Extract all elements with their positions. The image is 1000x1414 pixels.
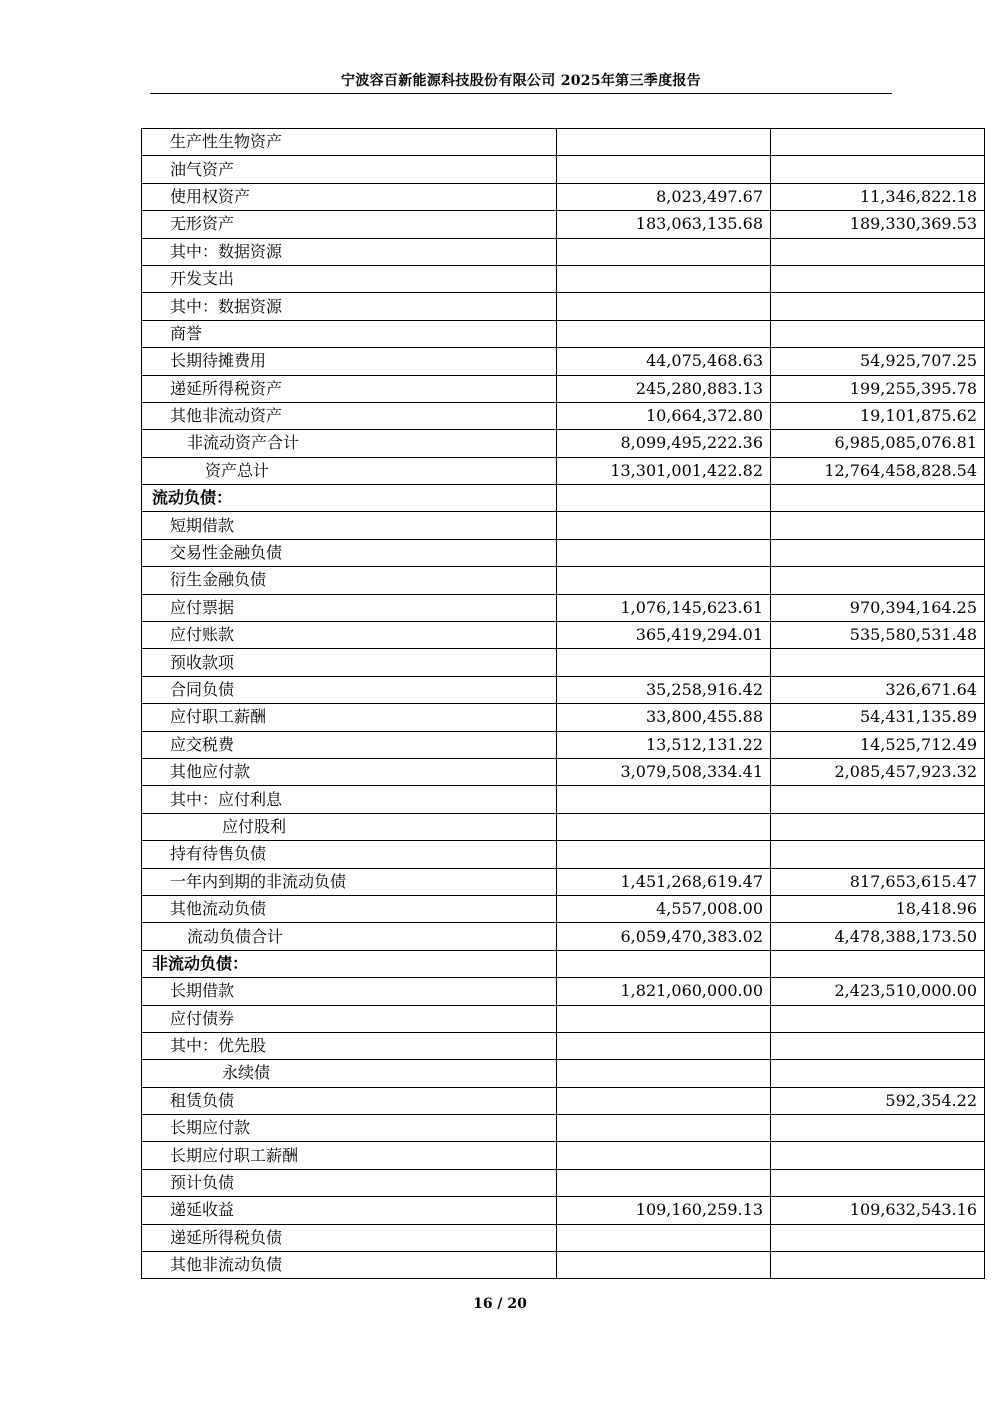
prior-period-value — [771, 265, 985, 292]
row-label: 油气资产 — [142, 156, 557, 183]
table-row — [142, 704, 985, 731]
prior-period-value — [771, 567, 985, 594]
period-end-value: 33,800,455.88 — [557, 704, 771, 731]
row-label: 其中：数据资源 — [142, 238, 557, 265]
period-end-value — [557, 238, 771, 265]
prior-period-value — [771, 950, 985, 977]
row-label: 其他非流动资产 — [142, 402, 557, 429]
prior-period-value: 4,478,388,173.50 — [771, 923, 985, 950]
period-end-value — [557, 485, 771, 512]
table-row — [142, 156, 985, 183]
row-label: 应付职工薪酬 — [142, 704, 557, 731]
table-row — [142, 1169, 985, 1196]
row-label: 应付票据 — [142, 594, 557, 621]
prior-period-value — [771, 1032, 985, 1059]
table-row — [142, 1005, 985, 1032]
table-row — [142, 293, 985, 320]
prior-period-value — [771, 539, 985, 566]
row-label: 流动负债合计 — [142, 923, 557, 950]
prior-period-value — [771, 1115, 985, 1142]
row-label: 永续债 — [142, 1060, 557, 1087]
table-row — [142, 348, 985, 375]
table-row — [142, 183, 985, 210]
table-row — [142, 950, 985, 977]
period-end-value — [557, 539, 771, 566]
prior-period-value: 535,580,531.48 — [771, 622, 985, 649]
prior-period-value — [771, 512, 985, 539]
period-end-value — [557, 786, 771, 813]
row-label: 资产总计 — [142, 457, 557, 484]
table-row — [142, 1032, 985, 1059]
table-row — [142, 457, 985, 484]
row-label: 其他非流动负债 — [142, 1252, 557, 1279]
prior-period-value — [771, 485, 985, 512]
prior-period-value — [771, 841, 985, 868]
prior-period-value — [771, 238, 985, 265]
period-end-value — [557, 1115, 771, 1142]
table-row — [142, 430, 985, 457]
period-end-value — [557, 1169, 771, 1196]
period-end-value — [557, 950, 771, 977]
section-heading: 非流动负债： — [142, 950, 557, 977]
prior-period-value: 817,653,615.47 — [771, 868, 985, 895]
prior-period-value: 189,330,369.53 — [771, 211, 985, 238]
prior-period-value — [771, 320, 985, 347]
table-row — [142, 895, 985, 922]
table-row — [142, 512, 985, 539]
prior-period-value: 6,985,085,076.81 — [771, 430, 985, 457]
period-end-value: 183,063,135.68 — [557, 211, 771, 238]
period-end-value — [557, 1224, 771, 1251]
prior-period-value — [771, 1060, 985, 1087]
period-end-value — [557, 512, 771, 539]
prior-period-value: 54,431,135.89 — [771, 704, 985, 731]
balance-sheet-body — [142, 129, 985, 1279]
table-row — [142, 841, 985, 868]
table-row — [142, 1224, 985, 1251]
prior-period-value — [771, 1169, 985, 1196]
table-row — [142, 649, 985, 676]
prior-period-value — [771, 649, 985, 676]
period-end-value — [557, 320, 771, 347]
period-end-value: 3,079,508,334.41 — [557, 758, 771, 785]
table-row — [142, 594, 985, 621]
table-row — [142, 238, 985, 265]
prior-period-value: 326,671.64 — [771, 676, 985, 703]
table-row — [142, 1060, 985, 1087]
table-row — [142, 1087, 985, 1114]
prior-period-value — [771, 1005, 985, 1032]
period-end-value: 44,075,468.63 — [557, 348, 771, 375]
table-row — [142, 1115, 985, 1142]
row-label: 递延收益 — [142, 1197, 557, 1224]
period-end-value — [557, 1032, 771, 1059]
row-label: 预收款项 — [142, 649, 557, 676]
row-label: 长期应付款 — [142, 1115, 557, 1142]
period-end-value: 10,664,372.80 — [557, 402, 771, 429]
period-end-value — [557, 649, 771, 676]
period-end-value — [557, 1252, 771, 1279]
period-end-value: 8,023,497.67 — [557, 183, 771, 210]
prior-period-value — [771, 813, 985, 840]
period-end-value — [557, 1142, 771, 1169]
table-row — [142, 402, 985, 429]
period-end-value: 1,076,145,623.61 — [557, 594, 771, 621]
period-end-value: 8,099,495,222.36 — [557, 430, 771, 457]
period-end-value: 6,059,470,383.02 — [557, 923, 771, 950]
table-row — [142, 676, 985, 703]
header-rule — [150, 93, 892, 94]
row-label: 商誉 — [142, 320, 557, 347]
period-end-value — [557, 1005, 771, 1032]
row-label: 开发支出 — [142, 265, 557, 292]
table-row — [142, 211, 985, 238]
row-label: 使用权资产 — [142, 183, 557, 210]
row-label: 持有待售负债 — [142, 841, 557, 868]
row-label: 长期待摊费用 — [142, 348, 557, 375]
table-row — [142, 265, 985, 292]
prior-period-value: 11,346,822.18 — [771, 183, 985, 210]
row-label: 长期借款 — [142, 978, 557, 1005]
row-label: 交易性金融负债 — [142, 539, 557, 566]
period-end-value: 365,419,294.01 — [557, 622, 771, 649]
period-end-value — [557, 567, 771, 594]
period-end-value — [557, 293, 771, 320]
table-row — [142, 375, 985, 402]
prior-period-value — [771, 293, 985, 320]
row-label: 非流动资产合计 — [142, 430, 557, 457]
prior-period-value: 970,394,164.25 — [771, 594, 985, 621]
row-label: 无形资产 — [142, 211, 557, 238]
row-label: 应付债券 — [142, 1005, 557, 1032]
row-label: 递延所得税负债 — [142, 1224, 557, 1251]
period-end-value — [557, 813, 771, 840]
row-label: 其中：数据资源 — [142, 293, 557, 320]
table-row — [142, 786, 985, 813]
table-row — [142, 539, 985, 566]
row-label: 其他应付款 — [142, 758, 557, 785]
table-row — [142, 868, 985, 895]
row-label: 短期借款 — [142, 512, 557, 539]
row-label: 一年内到期的非流动负债 — [142, 868, 557, 895]
row-label: 应交税费 — [142, 731, 557, 758]
table-row — [142, 731, 985, 758]
period-end-value: 13,301,001,422.82 — [557, 457, 771, 484]
table-row — [142, 1142, 985, 1169]
row-label: 其他流动负债 — [142, 895, 557, 922]
prior-period-value — [771, 129, 985, 156]
table-row — [142, 1252, 985, 1279]
section-heading: 流动负债： — [142, 485, 557, 512]
table-row — [142, 1197, 985, 1224]
prior-period-value — [771, 1252, 985, 1279]
prior-period-value — [771, 786, 985, 813]
period-end-value — [557, 1087, 771, 1114]
row-label: 合同负债 — [142, 676, 557, 703]
row-label: 长期应付职工薪酬 — [142, 1142, 557, 1169]
prior-period-value: 2,423,510,000.00 — [771, 978, 985, 1005]
table-row — [142, 923, 985, 950]
prior-period-value: 19,101,875.62 — [771, 402, 985, 429]
table-row — [142, 622, 985, 649]
table-row — [142, 978, 985, 1005]
period-end-value: 1,821,060,000.00 — [557, 978, 771, 1005]
period-end-value — [557, 129, 771, 156]
period-end-value: 245,280,883.13 — [557, 375, 771, 402]
prior-period-value: 199,255,395.78 — [771, 375, 985, 402]
table-row — [142, 567, 985, 594]
period-end-value — [557, 1060, 771, 1087]
row-label: 衍生金融负债 — [142, 567, 557, 594]
row-label: 递延所得税资产 — [142, 375, 557, 402]
prior-period-value: 18,418.96 — [771, 895, 985, 922]
period-end-value: 35,258,916.42 — [557, 676, 771, 703]
prior-period-value: 2,085,457,923.32 — [771, 758, 985, 785]
row-label: 应付股利 — [142, 813, 557, 840]
table-row — [142, 758, 985, 785]
period-end-value: 1,451,268,619.47 — [557, 868, 771, 895]
prior-period-value — [771, 1142, 985, 1169]
row-label: 生产性生物资产 — [142, 129, 557, 156]
row-label: 租赁负债 — [142, 1087, 557, 1114]
table-row — [142, 813, 985, 840]
period-end-value: 4,557,008.00 — [557, 895, 771, 922]
prior-period-value: 109,632,543.16 — [771, 1197, 985, 1224]
prior-period-value: 14,525,712.49 — [771, 731, 985, 758]
prior-period-value: 54,925,707.25 — [771, 348, 985, 375]
prior-period-value: 592,354.22 — [771, 1087, 985, 1114]
table-row — [142, 320, 985, 347]
prior-period-value — [771, 156, 985, 183]
row-label: 预计负债 — [142, 1169, 557, 1196]
period-end-value — [557, 265, 771, 292]
balance-sheet-table — [141, 128, 985, 1279]
prior-period-value — [771, 1224, 985, 1251]
page-header-title: 宁波容百新能源科技股份有限公司 2025年第三季度报告 — [341, 73, 701, 89]
prior-period-value: 12,764,458,828.54 — [771, 457, 985, 484]
row-label: 其中：优先股 — [142, 1032, 557, 1059]
table-row — [142, 485, 985, 512]
row-label: 其中：应付利息 — [142, 786, 557, 813]
table-row — [142, 129, 985, 156]
period-end-value — [557, 841, 771, 868]
page-number: 16 / 20 — [473, 1296, 527, 1312]
period-end-value — [557, 156, 771, 183]
period-end-value: 109,160,259.13 — [557, 1197, 771, 1224]
row-label: 应付账款 — [142, 622, 557, 649]
period-end-value: 13,512,131.22 — [557, 731, 771, 758]
